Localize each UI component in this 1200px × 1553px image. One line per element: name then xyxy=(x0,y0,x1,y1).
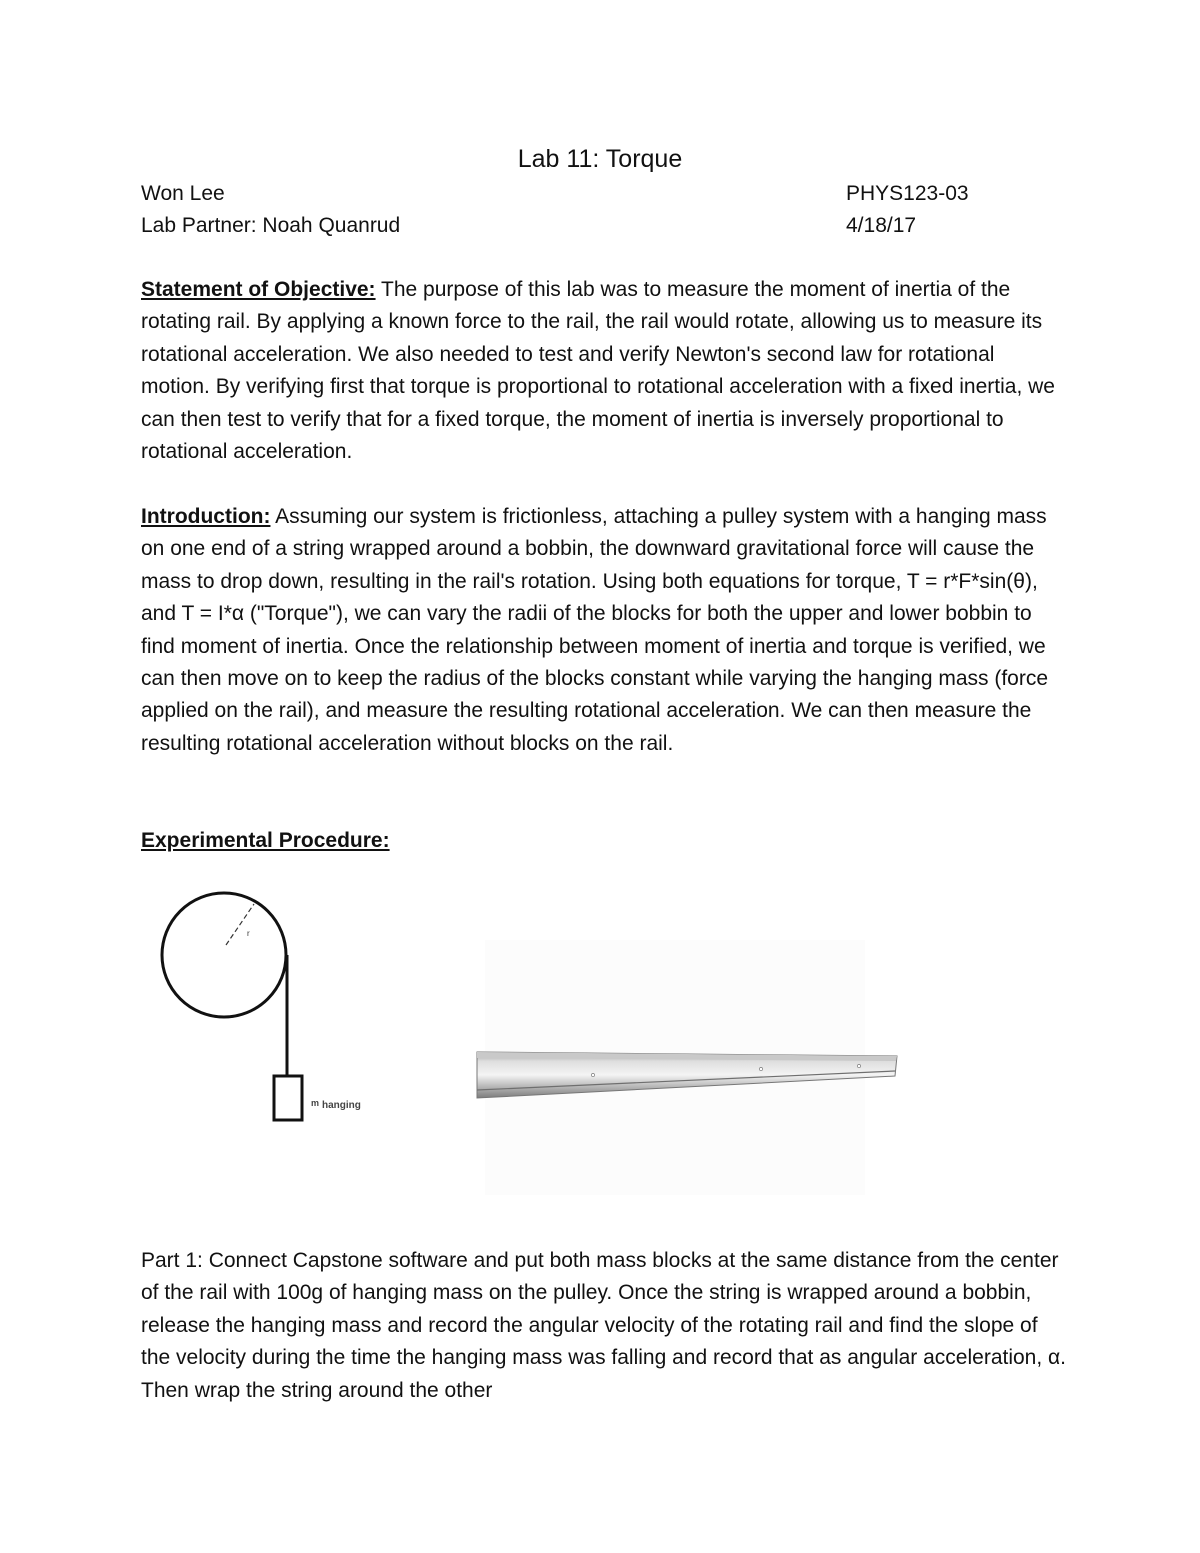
hanging-mass-block xyxy=(274,1076,302,1120)
pulley-diagram xyxy=(150,880,390,1130)
course-code: PHYS123-03 xyxy=(846,182,969,205)
document-title: Lab 11: Torque xyxy=(517,145,683,173)
procedure-heading: Experimental Procedure: xyxy=(141,829,390,852)
objective-section xyxy=(141,274,1066,468)
introduction-heading: Introduction: xyxy=(141,505,271,528)
author-name: Won Lee xyxy=(141,182,225,205)
rail-hole xyxy=(759,1067,762,1070)
rail-hole xyxy=(857,1064,860,1067)
lab-date: 4/18/17 xyxy=(846,214,917,237)
hanging-mass-label-m: m xyxy=(311,1098,320,1108)
pulley-radius-label: r xyxy=(247,929,250,938)
objective-text: The purpose of this lab was to measure the moment of inertia of the rotating rail. By applying a known force to the rail, the rail would rotate, allowing us to measure its rotational acceleration. We also needed to test and verify Newton's second law for rotational motion. By verifying first that torque is proportional to rotational acceleration with a fixed inertia, we can then test to verify that for a fixed torque, the moment of inertia is inversely proportional to rotational acceleration. xyxy=(141,278,1055,464)
hanging-mass-label-sub: hanging xyxy=(322,1100,361,1111)
rail-hole xyxy=(591,1073,594,1076)
lab-partner: Lab Partner: Noah Quanrud xyxy=(141,214,401,237)
part1-paragraph: Part 1: Connect Capstone software and put both mass blocks at the same distance from the center of the rail with 100g of hanging mass on the pulley. Once the string is wrapped around a bobbin, release the hanging mass and record the angular velocity of the rotating rail and find the slope of the velocity during the time the hanging mass was falling and record that as angular acceleration, α. Then wrap the string around the other xyxy=(141,1249,1066,1402)
pulley-radius-line xyxy=(226,904,254,945)
introduction-text: Assuming our system is frictionless, attaching a pulley system with a hanging mass on one end of a string wrapped around a bobbin, the downward gravitational force will cause the mass to drop down, resulting in the rail's rotation. Using both equations for torque, T = r*F*sin(θ), and T = I*α ("Torque"), we can vary the radii of the blocks for both the upper and lower bobbin to find moment of inertia. Once the relationship between moment of inertia and torque is verified, we can then move on to keep the radius of the blocks constant while varying the hanging mass (force applied on the rail), and measure the resulting rotational acceleration. We can then measure the resulting rotational acceleration without blocks on the rail. xyxy=(141,505,1049,755)
objective-heading: Statement of Objective: xyxy=(141,278,376,301)
rotating-rail-image xyxy=(465,940,915,1210)
pulley-wheel xyxy=(162,893,286,1017)
procedure-section xyxy=(141,825,1066,857)
introduction-section xyxy=(141,501,1066,760)
